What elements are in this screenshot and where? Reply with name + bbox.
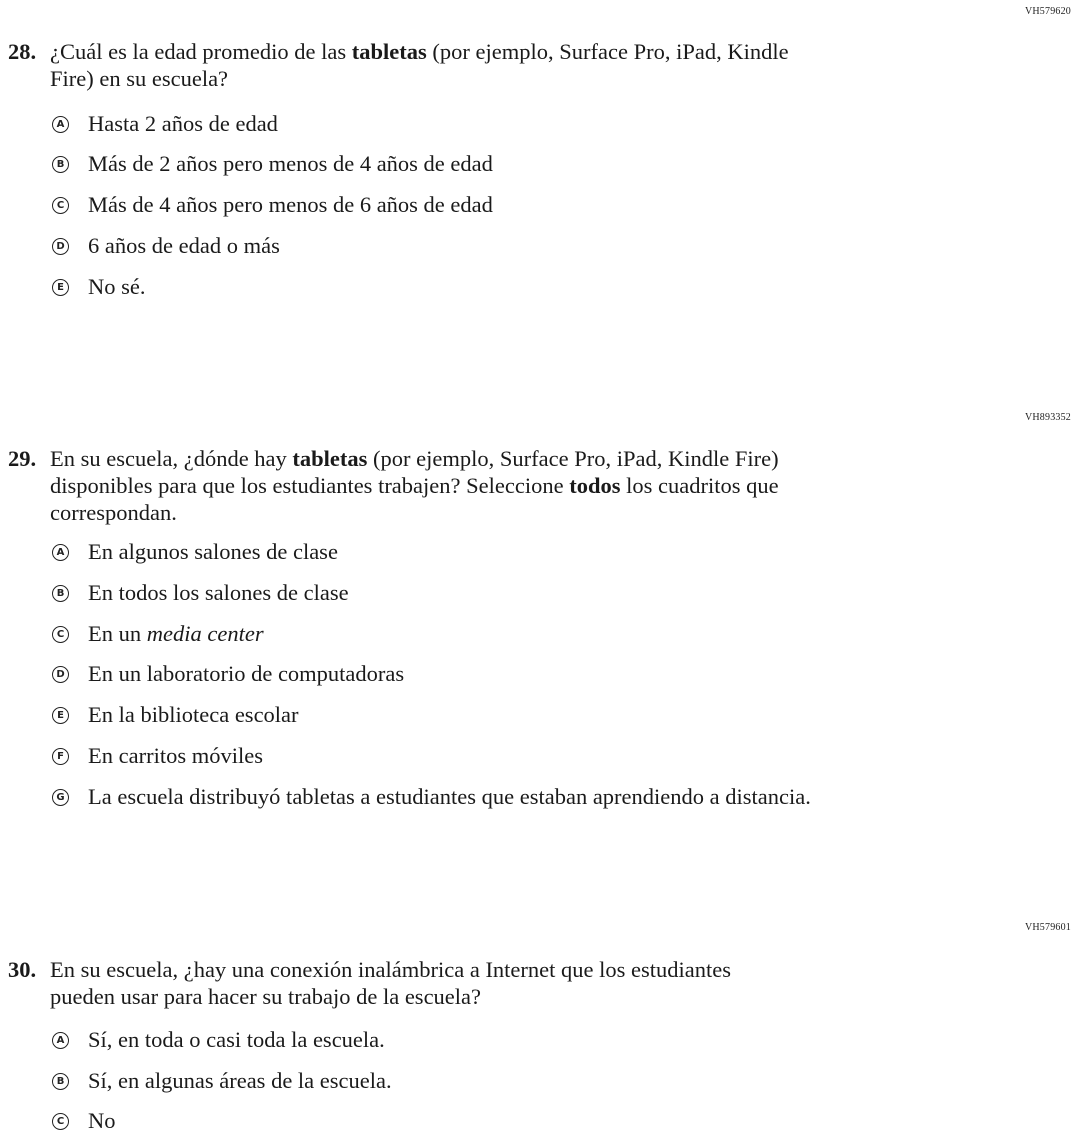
answer-bubble-b[interactable]: B <box>52 585 69 602</box>
option-label: En la biblioteca escolar <box>88 702 299 727</box>
option-a[interactable] <box>52 538 338 566</box>
question-number: 30. <box>8 957 37 982</box>
option-b[interactable] <box>52 150 493 178</box>
answer-bubble-e[interactable]: E <box>52 707 69 724</box>
answer-bubble-c[interactable]: C <box>52 197 69 214</box>
option-c[interactable] <box>52 191 493 219</box>
option-a[interactable] <box>52 1026 385 1054</box>
answer-bubble-b[interactable]: B <box>52 156 69 173</box>
option-g[interactable] <box>52 783 811 811</box>
answer-bubble-d[interactable]: D <box>52 238 69 255</box>
answer-bubble-c[interactable]: C <box>52 626 69 643</box>
answer-bubble-d[interactable]: D <box>52 666 69 683</box>
answer-bubble-e[interactable]: E <box>52 279 69 296</box>
emphasis: todos <box>569 473 621 498</box>
answer-bubble-a[interactable]: A <box>52 544 69 561</box>
answer-bubble-c[interactable]: C <box>52 1113 69 1130</box>
answer-bubble-a[interactable]: A <box>52 116 69 133</box>
question-number: 29. <box>8 446 37 471</box>
option-c[interactable] <box>52 1107 116 1135</box>
option-b[interactable] <box>52 1067 392 1095</box>
item-code: VH579601 <box>1024 922 1071 933</box>
emphasis: tabletas <box>351 39 427 64</box>
option-d[interactable] <box>52 232 280 260</box>
option-label: Más de 4 años pero menos de 6 años de edad <box>88 192 493 217</box>
answer-bubble-g[interactable]: G <box>52 789 69 806</box>
option-label: En todos los salones de clase <box>88 580 349 605</box>
answer-bubble-f[interactable]: F <box>52 748 69 765</box>
option-label: En algunos salones de clase <box>88 539 338 564</box>
option-label: En carritos móviles <box>88 743 263 768</box>
option-a[interactable] <box>52 110 278 138</box>
option-label: No <box>88 1108 116 1133</box>
option-b[interactable] <box>52 579 349 607</box>
option-label: No sé. <box>88 274 146 299</box>
option-e[interactable] <box>52 701 299 729</box>
option-label: En un laboratorio de computadoras <box>88 661 405 686</box>
emphasis: tabletas <box>292 446 368 471</box>
answer-bubble-b[interactable]: B <box>52 1073 69 1090</box>
option-label: Sí, en toda o casi toda la escuela. <box>88 1027 385 1052</box>
question-number: 28. <box>8 39 37 64</box>
option-label: La escuela distribuyó tabletas a estudiantes que estaban aprendiendo a distancia. <box>88 784 811 809</box>
option-f[interactable] <box>52 742 263 770</box>
option-label: Más de 2 años pero menos de 4 años de edad <box>88 151 493 176</box>
italic-term: media center <box>146 621 264 646</box>
item-code: VH579620 <box>1024 6 1071 17</box>
option-e[interactable] <box>52 273 146 301</box>
option-label: 6 años de edad o más <box>88 233 280 258</box>
option-label: En un media center <box>88 621 264 646</box>
option-c[interactable] <box>52 620 264 648</box>
option-label: Sí, en algunas áreas de la escuela. <box>88 1068 392 1093</box>
item-code: VH893352 <box>1024 412 1071 423</box>
option-label: Hasta 2 años de edad <box>88 111 278 136</box>
option-d[interactable] <box>52 660 404 688</box>
answer-bubble-a[interactable]: A <box>52 1032 69 1049</box>
